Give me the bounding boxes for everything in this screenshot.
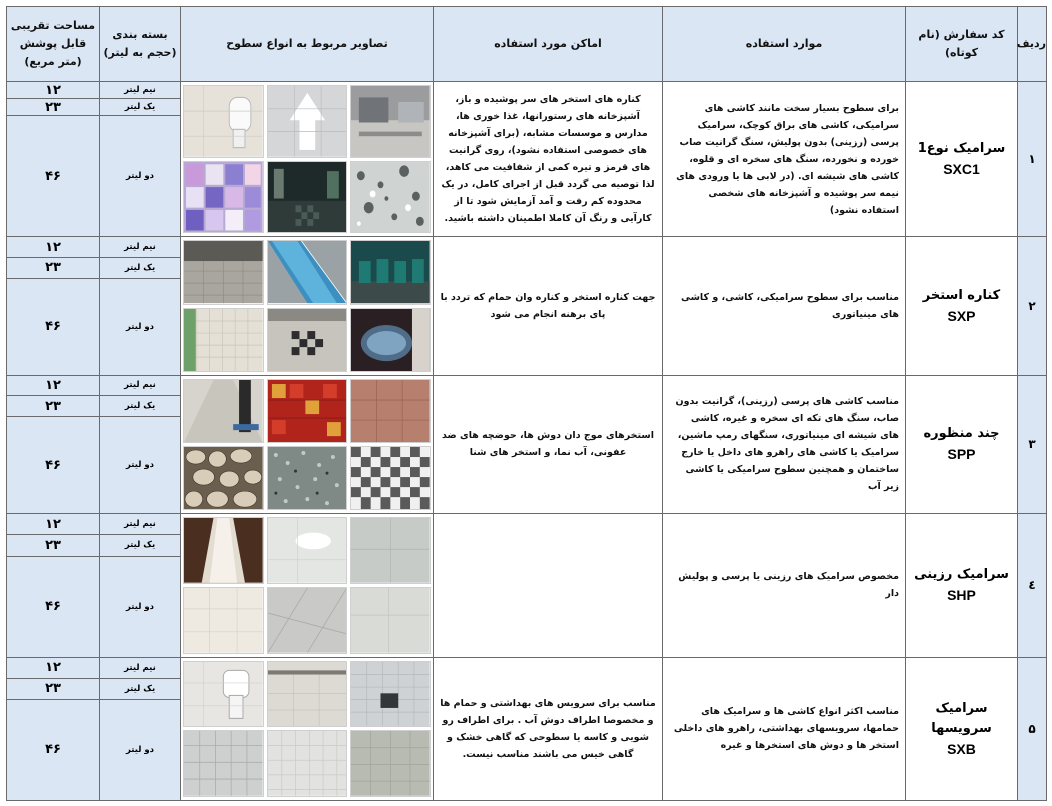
- surface-photo: [350, 661, 431, 728]
- surface-photo: [267, 446, 348, 510]
- product-name: سرامیک رزینی: [914, 567, 1009, 583]
- surface-photo: [267, 379, 348, 443]
- surface-photo: [350, 308, 431, 372]
- package-size: یک لیتر: [100, 396, 181, 417]
- row-number: ۳: [1018, 375, 1047, 513]
- uses-cell: مناسب کاشی های پرسی (رزینی)، گرانیت بدون صاب، سنگ های تکه ای سخره و غیره، کاشی های شیشه ای مینیاتوری، سنگهای رمپ ماشین، سرامیک یا کاشی های راهرو های داخل یا خارج ساختمان و همچنین سطوح سرامیکی یا کاشی زیر آب: [663, 375, 906, 513]
- table-row: [7, 514, 1047, 535]
- coverage-area: ۴۶: [7, 556, 100, 657]
- package-size: دو لیتر: [100, 556, 181, 657]
- uses-cell: مناسب برای سطوح سرامیکی، کاشی، و کاشی های مینیاتوری: [663, 237, 906, 375]
- coverage-area: ۱۲: [7, 514, 100, 535]
- coverage-area: ۱۲: [7, 237, 100, 257]
- header-uses: موارد استفاده: [663, 7, 906, 82]
- table-row: [7, 657, 1047, 678]
- package-size: نیم لیتر: [100, 657, 181, 678]
- product-code-cell: [906, 375, 1018, 513]
- package-size: دو لیتر: [100, 699, 181, 800]
- product-code: SXC1: [943, 161, 980, 178]
- surface-photo: [267, 661, 348, 728]
- product-code: SXP: [947, 308, 976, 325]
- coverage-area: ۴۶: [7, 116, 100, 237]
- header-packaging: بسته بندی (حجم به لیتر): [100, 7, 181, 82]
- places-cell: جهت کناره استخر و کناره وان حمام که تردد با پای برهنه انجام می شود: [434, 237, 663, 375]
- surface-photo: [267, 730, 348, 797]
- table-row: [7, 237, 1047, 257]
- surface-photo: [350, 587, 431, 654]
- surface-photo: [267, 587, 348, 654]
- surface-images: [181, 657, 434, 800]
- surface-photo: [183, 85, 264, 158]
- places-cell: کناره های استخر های سر پوشیده و باز، آشپزخانه های رستورانها، غذا خوری ها، مدارس و موسسات مشابه، (برای آشپزخانه های خصوصی استفاده نشود)، روی گرانیت های قرمز و تیره کمی از شفافیت می کاهد، لذا توصیه می گردد قبل از اجرای کامل، در یک محدوده کم رفت و آمد آزمایش شود تا از کارآیی و رنگ آن کاملا اطمینان داشته باشید.: [434, 82, 663, 237]
- coverage-area: ۴۶: [7, 699, 100, 800]
- surface-photo: [183, 308, 264, 372]
- surface-images: [181, 375, 434, 513]
- surface-photo: [350, 85, 431, 158]
- row-number: ۵: [1018, 657, 1047, 800]
- header-order-code: کد سفارش (نام کوتاه): [906, 7, 1018, 82]
- row-number: ٤: [1018, 514, 1047, 657]
- surface-photo: [183, 446, 264, 510]
- coverage-area: ۱۲: [7, 657, 100, 678]
- surface-photo: [183, 240, 264, 304]
- surface-photo: [183, 730, 264, 797]
- surface-images: [181, 514, 434, 657]
- surface-photo: [350, 730, 431, 797]
- package-size: یک لیتر: [100, 99, 181, 116]
- header-coverage-area: مساحت تقریبی قابل پوشش (متر مربع): [7, 7, 100, 82]
- product-code-cell: [906, 514, 1018, 657]
- surface-photo: [183, 517, 264, 584]
- uses-cell: مناسب اکثر انواع کاشی ها و سرامیک های حمامها، سرویسهای بهداشتی، راهرو های داخلی استخر ها و دوش های استخرها و غیره: [663, 657, 906, 800]
- surface-photo: [350, 161, 431, 234]
- package-size: دو لیتر: [100, 278, 181, 375]
- table-row: [7, 82, 1047, 99]
- coverage-area: ۲۳: [7, 99, 100, 116]
- coverage-area: ۲۳: [7, 678, 100, 699]
- surface-photo: [267, 517, 348, 584]
- places-cell: [434, 514, 663, 657]
- product-code-cell: [906, 82, 1018, 237]
- surface-photo: [350, 517, 431, 584]
- surface-photo: [350, 446, 431, 510]
- package-size: نیم لیتر: [100, 237, 181, 257]
- product-name: سرامیک سرویسها: [931, 700, 992, 736]
- coverage-area: ۲۳: [7, 535, 100, 556]
- package-size: دو لیتر: [100, 116, 181, 237]
- product-table: [6, 6, 1047, 801]
- surface-photo: [267, 240, 348, 304]
- product-code: SXB: [947, 740, 976, 757]
- product-name: چند منظوره: [923, 426, 1000, 442]
- surface-photo: [350, 240, 431, 304]
- package-size: نیم لیتر: [100, 514, 181, 535]
- package-size: نیم لیتر: [100, 82, 181, 99]
- package-size: یک لیتر: [100, 257, 181, 278]
- places-cell: مناسب برای سرویس های بهداشتی و حمام ها و مخصوصا اطراف دوش آب . برای اطراف رو شویی و کاسه یا سطوحی که گاهی خشک و گاهی خیس می باشند مناسب نیست.: [434, 657, 663, 800]
- coverage-area: ۲۳: [7, 396, 100, 417]
- uses-cell: مخصوص سرامیک های رزینی یا پرسی و پولیش دار: [663, 514, 906, 657]
- product-code: SPP: [947, 446, 976, 463]
- surface-photo: [267, 85, 348, 158]
- header-places: اماکن مورد استفاده: [434, 7, 663, 82]
- surface-photo: [183, 661, 264, 728]
- package-size: دو لیتر: [100, 417, 181, 514]
- surface-photo: [183, 161, 264, 234]
- coverage-area: ۱۲: [7, 82, 100, 99]
- places-cell: استخرهای موج دان دوش ها، حوضچه های ضد عفونی، آب نما، و استخر های شنا: [434, 375, 663, 513]
- product-code-cell: [906, 237, 1018, 375]
- surface-images: [181, 237, 434, 375]
- coverage-area: ۱۲: [7, 375, 100, 395]
- product-code: SHP: [947, 587, 976, 604]
- product-name: کناره استخر: [922, 288, 1001, 304]
- surface-images: [181, 82, 434, 237]
- product-name: سرامیک نوع1: [917, 141, 1006, 157]
- row-number: ۲: [1018, 237, 1047, 375]
- uses-cell: برای سطوح بسیار سخت مانند کاشی های سرامیکی، کاشی های براق کوچک، سرامیک پرسی (رزینی) بدون پولیش، سنگ گرانیت صاب خورده و نخورده، سنگ های سخره ای و قلوه، کاشی های شیشه ای. (در لابی ها یا ورودی های نیمه سر پوشیده و آشپزخانه های شخصی استفاده نشود): [663, 82, 906, 237]
- product-code-cell: [906, 657, 1018, 800]
- coverage-area: ۴۶: [7, 417, 100, 514]
- table-row: [7, 375, 1047, 395]
- surface-photo: [267, 308, 348, 372]
- package-size: یک لیتر: [100, 535, 181, 556]
- header-images: تصاویر مربوط به انواع سطوح: [181, 7, 434, 82]
- surface-photo: [267, 161, 348, 234]
- surface-photo: [183, 379, 264, 443]
- row-number: ۱: [1018, 82, 1047, 237]
- surface-photo: [350, 379, 431, 443]
- header-row-number: ردیف: [1018, 7, 1047, 82]
- package-size: یک لیتر: [100, 678, 181, 699]
- surface-photo: [183, 587, 264, 654]
- coverage-area: ۲۳: [7, 257, 100, 278]
- package-size: نیم لیتر: [100, 375, 181, 395]
- coverage-area: ۴۶: [7, 278, 100, 375]
